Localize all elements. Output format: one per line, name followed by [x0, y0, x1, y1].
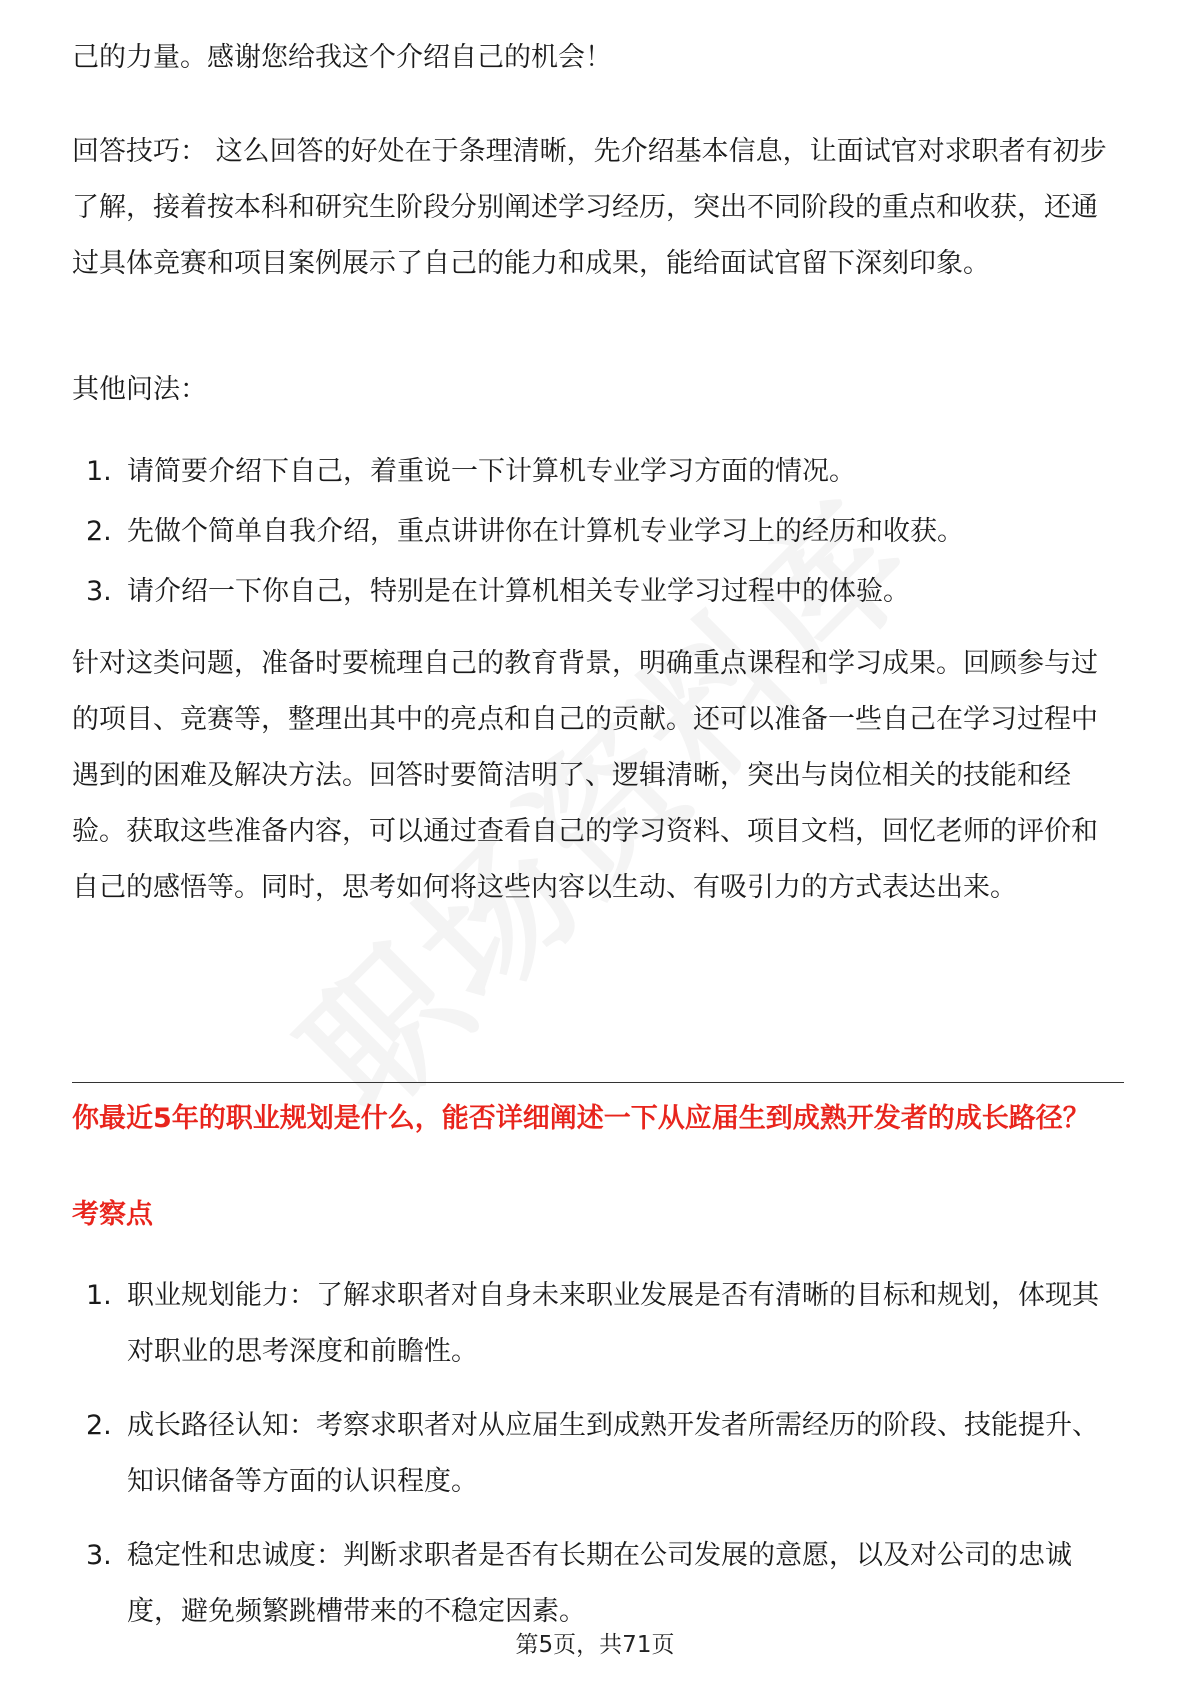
list-item: [72, 564, 1124, 620]
other-questions-list: [72, 444, 1124, 624]
section-divider: [72, 1082, 1124, 1083]
list-item: [72, 1268, 1124, 1380]
list-number: 2.: [86, 516, 112, 547]
other-questions-label: 其他问法：: [72, 374, 207, 405]
page-number-footer: 第5页，共71页: [515, 1632, 675, 1658]
list-item-text: 稳定性和忠诚度：判断求职者是否有长期在公司发展的意愿，以及对公司的忠诚度，避免频繁跳槽带来的不稳定因素。: [127, 1540, 1072, 1627]
intro-closing-text: 己的力量。感谢您给我这个介绍自己的机会！: [72, 42, 612, 73]
list-item-text: 请介绍一下你自己，特别是在计算机相关专业学习过程中的体验。: [127, 576, 910, 607]
list-number: 3.: [86, 1540, 112, 1571]
list-number: 2.: [86, 1410, 112, 1441]
list-item: [72, 504, 1124, 560]
list-item-text: 成长路径认知：考察求职者对从应届生到成熟开发者所需经历的阶段、技能提升、知识储备等方面的认识程度。: [127, 1410, 1099, 1497]
focus-points-heading: 考察点: [72, 1199, 153, 1230]
list-number: 1.: [86, 1280, 112, 1311]
answer-tip-paragraph: 回答技巧： 这么回答的好处在于条理清晰，先介绍基本信息，让面试官对求职者有初步了解，接着按本科和研究生阶段分别阐述学习经历，突出不同阶段的重点和收获，还通过具体竞赛和项目案例展示了自己的能力和成果，能给面试官留下深刻印象。: [72, 136, 1107, 279]
list-item: [72, 1398, 1124, 1510]
list-item-text: 先做个简单自我介绍，重点讲讲你在计算机专业学习上的经历和收获。: [127, 516, 964, 547]
list-item-text: 请简要介绍下自己，着重说一下计算机专业学习方面的情况。: [127, 456, 856, 487]
list-item-text: 职业规划能力：了解求职者对自身未来职业发展是否有清晰的目标和规划，体现其对职业的思考深度和前瞻性。: [127, 1280, 1099, 1367]
preparation-advice-paragraph: 针对这类问题，准备时要梳理自己的教育背景，明确重点课程和学习成果。回顾参与过的项目、竞赛等，整理出其中的亮点和自己的贡献。还可以准备一些自己在学习过程中遇到的困难及解决方法。回答时要简洁明了、逻辑清晰，突出与岗位相关的技能和经验。获取这些准备内容，可以通过查看自己的学习资料、项目文档，回忆老师的评价和自己的感悟等。同时，思考如何将这些内容以生动、有吸引力的方式表达出来。: [72, 648, 1098, 903]
list-item: [72, 444, 1124, 500]
list-number: 3.: [86, 576, 112, 607]
list-number: 1.: [86, 456, 112, 487]
interview-question-heading: 你最近5年的职业规划是什么，能否详细阐述一下从应届生到成熟开发者的成长路径？: [72, 1103, 1090, 1134]
list-item: [72, 1528, 1124, 1640]
focus-points-list: [72, 1268, 1124, 1658]
